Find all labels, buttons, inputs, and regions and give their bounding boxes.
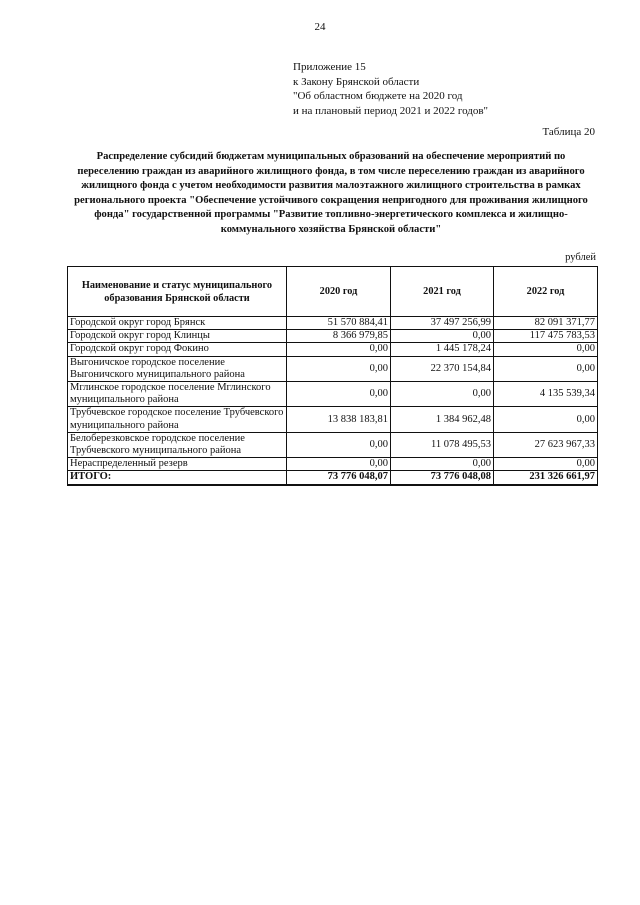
document-title: Распределение субсидий бюджетам муниципальных образований на обеспечение мероприятий по переселению граждан из аварийного жилищного фонда, в том числе переселению граждан из аварийного жилищного фонда с учетом необходимости развития малоэтажного жилищного строительства в рамках регионального проекта "Обеспечение устойчивого сокращения непригодного для проживания жилищного фонда" государственной программы "Развитие топливно-энергетического комплекса и жилищно-коммунального хозяйства Брянской области" (74, 151, 588, 235)
value-2021: 0,00 (391, 458, 494, 471)
value-2020: 0,00 (287, 432, 391, 457)
value-2020: 51 570 884,41 (287, 317, 391, 330)
value-2022: 0,00 (494, 458, 598, 471)
value-2020: 0,00 (287, 343, 391, 356)
table-header-row (68, 267, 598, 317)
value-2021: 0,00 (391, 382, 494, 407)
appendix-line: "Об областном бюджете на 2020 год (293, 90, 463, 102)
table-row (68, 330, 598, 343)
row-name: Трубчевское городское поселение Трубчевского муниципального района (68, 407, 287, 432)
value-2022: 4 135 539,34 (494, 382, 598, 407)
appendix-line: Приложение 15 (293, 61, 366, 73)
value-2021: 0,00 (391, 330, 494, 343)
value-2021: 11 078 495,53 (391, 432, 494, 457)
value-2022: 0,00 (494, 407, 598, 432)
value-2020: 0,00 (287, 382, 391, 407)
row-name: Мглинское городское поселение Мглинского муниципального района (68, 382, 287, 407)
table-row (68, 317, 598, 330)
total-2021: 73 776 048,08 (391, 471, 494, 485)
value-2022: 82 091 371,77 (494, 317, 598, 330)
table-row (68, 356, 598, 381)
column-header-2020: 2020 год (287, 267, 391, 317)
row-name: Городской округ город Брянск (68, 317, 287, 330)
value-2020: 13 838 183,81 (287, 407, 391, 432)
table-row (68, 382, 598, 407)
value-2022: 0,00 (494, 356, 598, 381)
value-2022: 27 623 967,33 (494, 432, 598, 457)
appendix-line: и на плановый период 2021 и 2022 годов" (293, 104, 489, 117)
total-label: ИТОГО: (68, 471, 287, 485)
value-2020: 8 366 979,85 (287, 330, 391, 343)
table-row (68, 407, 598, 432)
subsidy-table (67, 266, 598, 486)
row-name: Выгоничское городское поселение Выгоничского муниципального района (68, 356, 287, 381)
table-row (68, 343, 598, 356)
value-2022: 0,00 (494, 343, 598, 356)
row-name: Нераспределенный резерв (68, 458, 287, 471)
currency-unit: рублей (565, 252, 596, 263)
row-name: Городской округ город Фокино (68, 343, 287, 356)
table-row (68, 458, 598, 471)
value-2022: 117 475 783,53 (494, 330, 598, 343)
row-name: Белоберезковское городское поселение Трубчевского муниципального района (68, 432, 287, 457)
value-2020: 0,00 (287, 458, 391, 471)
column-header-2022: 2022 год (494, 267, 598, 317)
value-2020: 0,00 (287, 356, 391, 381)
value-2021: 1 384 962,48 (391, 407, 494, 432)
appendix-line: к Закону Брянской области (293, 75, 420, 88)
total-2020: 73 776 048,07 (287, 471, 391, 485)
value-2021: 37 497 256,99 (391, 317, 494, 330)
appendix-header (293, 60, 488, 118)
page-number: 24 (314, 21, 326, 33)
table-number: Таблица 20 (542, 126, 595, 138)
table-row (68, 432, 598, 457)
value-2021: 22 370 154,84 (391, 356, 494, 381)
column-header-name: Наименование и статус муниципального образования Брянской области (68, 267, 287, 317)
total-2022: 231 326 661,97 (494, 471, 598, 485)
value-2021: 1 445 178,24 (391, 343, 494, 356)
total-row (68, 471, 598, 485)
row-name: Городской округ город Клинцы (68, 330, 287, 343)
column-header-2021: 2021 год (391, 267, 494, 317)
